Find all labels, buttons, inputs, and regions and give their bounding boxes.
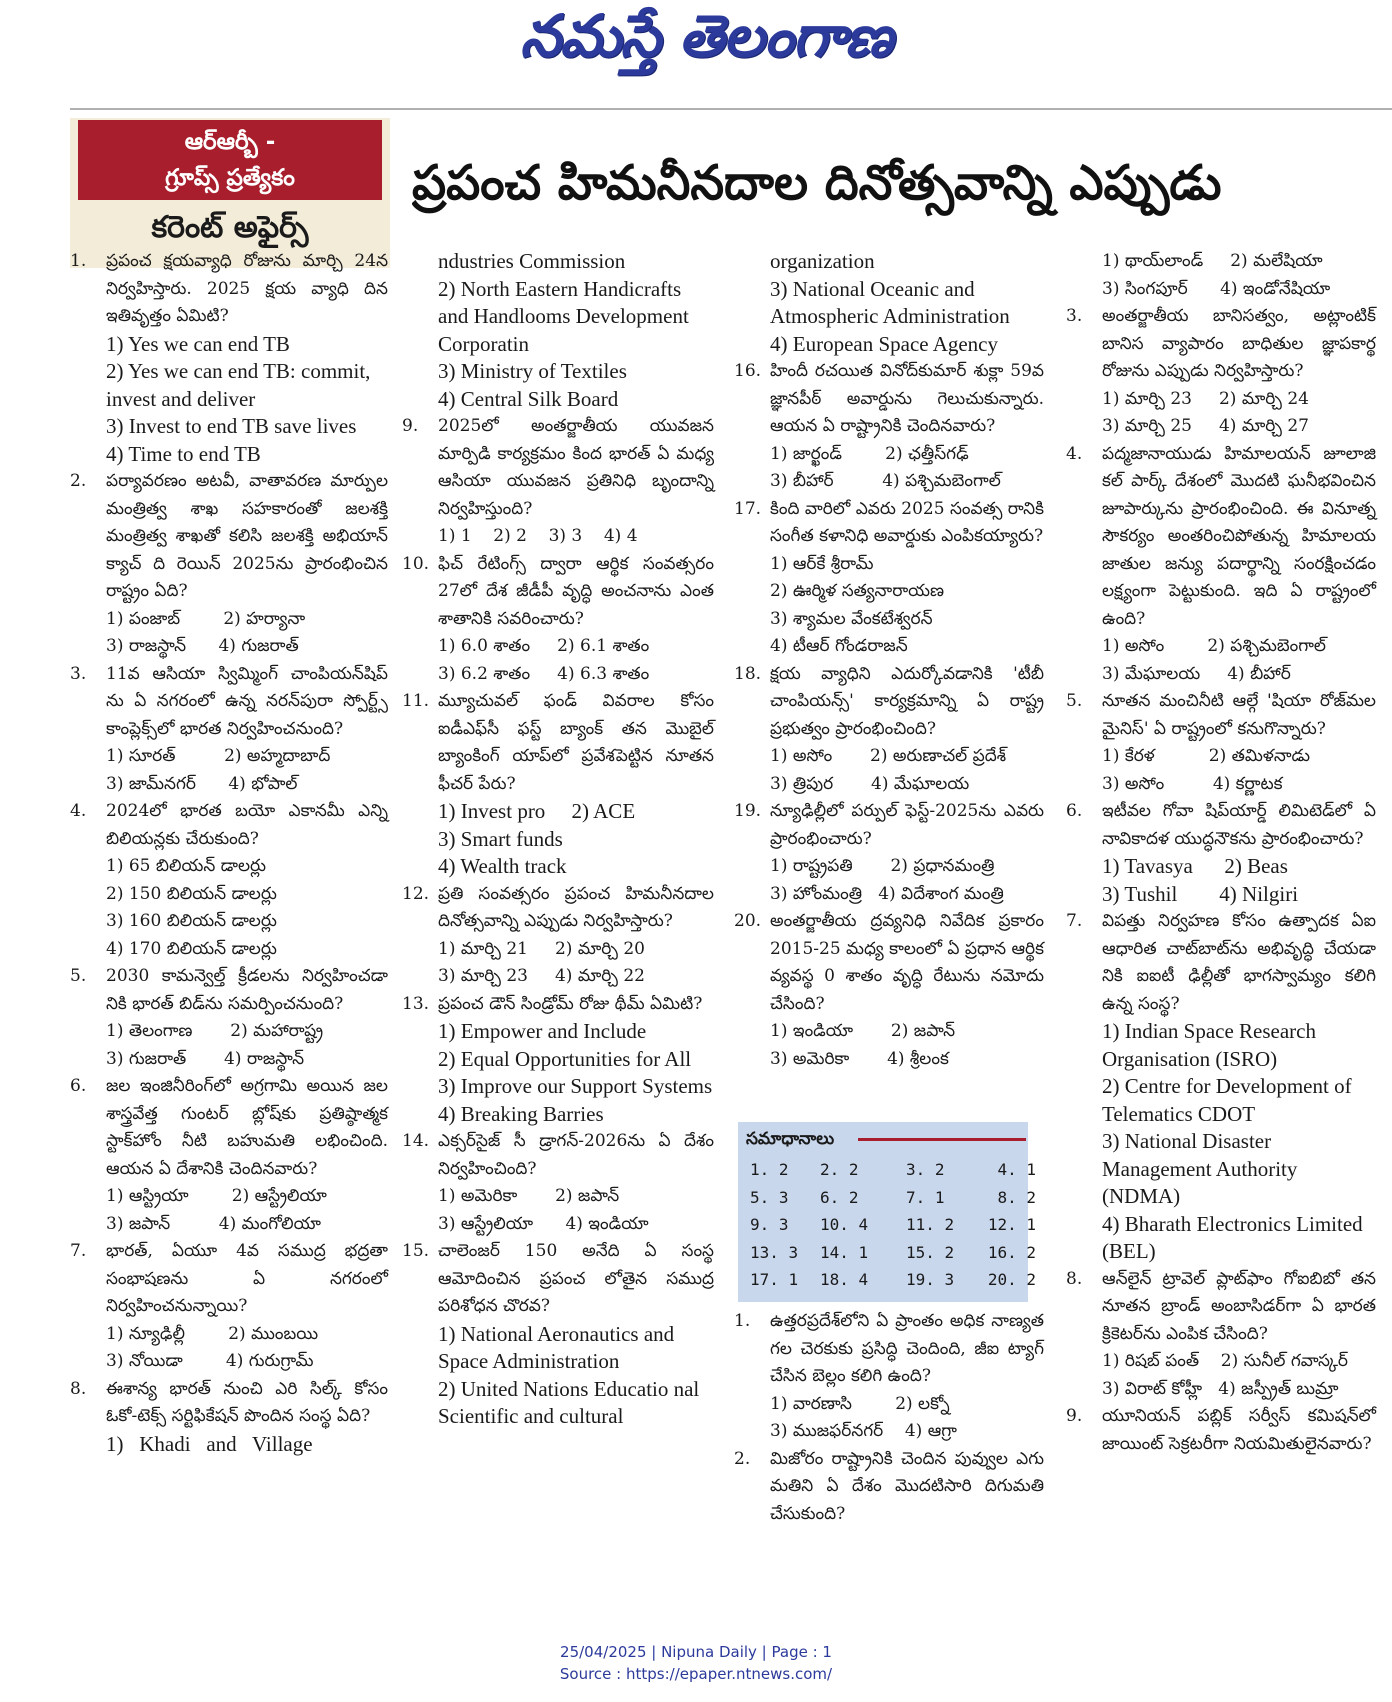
tag-line-2: గ్రూప్స్ ప్రత్యేకం [165,165,295,191]
tag-line-1: ఆర్ఆర్బీ - [184,129,276,155]
answer-option: 1) రాష్ట్రపతి 2) ప్రధానమంత్రి [770,856,995,876]
question [1066,441,1376,634]
answer-option: 3) Invest to end TB save lives [106,414,357,438]
option-continuation: 3) Ministry of Textiles [438,359,627,383]
question [70,1238,388,1321]
answer-option: 3) మార్చి 25 4) మార్చి 27 [1102,416,1309,436]
answers-title-rule [858,1138,1026,1141]
answer-option: 1) Empower and Include [438,1019,647,1043]
question-number: 8. [1066,1268,1083,1289]
question-number: 13. [402,993,430,1014]
newspaper-logo: నమస్తే తెలంగాణ [520,2,892,70]
question-text: ప్రపంచ డౌన్ సిండ్రోమ్ రోజు థీమ్ ఏమిటి? [438,993,703,1014]
section-title: కరెంట్ అఫైర్స్ [151,210,309,245]
answer-option: 3) 6.2 శాతం 4) 6.3 శాతం [438,663,650,684]
answer-option: 4) Breaking Barries [438,1101,604,1126]
answer-option: 3) విరాట్ కోహ్లీ 4) జస్ప్రీత్ బుమ్రా [1102,1378,1339,1399]
question-number: 17. [734,498,762,519]
headline: ప్రపంచ హిమనీనదాల దినోత్సవాన్ని ఎప్పుడు [412,155,1222,211]
answer-option: 1) సూరత్ 2) అహ్మదాబాద్ [106,746,331,766]
question-number: 6. [70,1076,87,1096]
question-text: ఆన్‌లైన్ ట్రావెల్ ప్లాట్‌ఫాం గోఐబిబో తన నూతన బ్రాండ్ అంబాసిడర్‌గా ఏ భారత క్రికెటర్‌ను ఎంపిక చేసింది? [1102,1268,1376,1344]
question-text: 2024లో భారత బయో ఎకానమీ ఎన్ని బిలియన్లకు చేరుకుంది? [106,801,388,849]
answer-option: 3) అమెరికా 4) శ్రీలంక [770,1048,949,1069]
answer-option: 3) నోయిడా 4) గురుగ్రామ్ [106,1351,314,1371]
column-1 [70,248,388,1458]
answer-option: 3) మేఘాలయ 4) బీహార్ [1102,663,1291,684]
question-number: 6. [1066,801,1083,821]
answer-option: 3) Smart funds [438,826,563,851]
question-number: 15. [402,1241,430,1261]
question-number: 18. [734,663,762,684]
question-text: ఈశాన్య భారత్ నుంచి ఎరి సిల్క్ కోసం ఓకో-టెక్స్ సర్టిఫికేషన్ పొందిన సంస్థ ఏది? [106,1378,388,1426]
answer-option: 3) సింగపూర్ 4) ఇండోనేషియా [1102,278,1331,299]
answer-key-item: 14. 1 [820,1242,869,1262]
question-number: 5. [1066,691,1083,711]
answer-option: 1) ఇండియా 2) జపాన్ [770,1021,956,1041]
answer-key-item: 2. 2 [820,1160,859,1179]
footer-date-line: 25/04/2025 | Nipuna Daily | Page : 1 [560,1643,832,1661]
question-number: 19. [734,801,762,821]
option-continuation: ndustries Commission [438,249,626,273]
question [402,413,714,523]
answer-key-item: 19. 3 [906,1270,955,1289]
question-number: 14. [402,1131,430,1151]
column-3-part-2 [734,1308,1044,1528]
answer-option: 1) Yes we can end TB [106,331,290,356]
question [734,1446,1044,1529]
answer-option: 1) Invest pro 2) ACE [438,799,636,823]
question [1066,688,1376,743]
answer-key-item: 17. 1 [750,1270,799,1289]
question-text: హిందీ రచయిత వినోద్‌కుమార్ శుక్లా 59వ జ్ఞానపీఠ్ అవార్డును గెలుచుకున్నారు. ఆయన ఏ రాష్ట్రానికి చెందినవారు? [770,361,1044,436]
answer-option: 3) బీహార్ 4) పశ్చిమబెంగాల్ [770,471,1001,491]
question-text: 11వ ఆసియా స్విమ్మింగ్ చాంపియన్‌షిప్ ను ఏ నగరంలో ఉన్న నరన్‌పురా స్పోర్ట్స్ కాంప్లెక్స్‌లో భారత నిర్వహించనుంది? [106,663,388,739]
question-text: ప్రతి సంవత్సరం ప్రపంచ హిమనీనదాల దినోత్సవాన్ని ఎప్పుడు నిర్వహిస్తారు? [438,883,714,931]
answer-key-item: 3. 2 [906,1160,945,1179]
answer-option: 3) Improve our Support Systems [438,1074,713,1098]
answer-option: 1) వారణాసి 2) లక్నో [770,1393,950,1414]
answer-key-item: 16. 2 [987,1242,1036,1262]
answer-option: 2) Yes we can end TB: commit, invest and deliver [106,359,376,411]
answer-option: 1) మార్చి 21 2) మార్చి 20 [438,938,645,959]
question-number: 7. [70,1241,87,1261]
question-text: 2030 కామన్వెల్త్ క్రీడలను నిర్వహించడా నికి భారత్ బిడ్‌ను సమర్పించనుంది? [106,966,388,1014]
answer-key-item: 8. 2 [997,1187,1036,1207]
answer-option: 2) ఊర్మిళ సత్యనారాయణ [770,581,945,601]
answer-key-item: 5. 3 [750,1187,789,1207]
question-number: 1. [734,1311,751,1331]
option-continuation: 4) European Space Agency [770,331,998,356]
footer-source-line: Source : https://epaper.ntnews.com/ [559,1665,833,1683]
question-number: 20. [734,911,762,931]
answer-option: 1) 1 2) 2 3) 3 4) 4 [438,526,638,546]
section-tag [70,118,390,268]
column-3 [734,248,1044,1073]
answer-option: 3) హోంమంత్రి 4) విదేశాంగ మంత్రి [770,883,1004,904]
question [1066,1266,1376,1349]
answer-option: 1) థాయ్‌లాండ్ 2) మలేషియా [1102,251,1323,271]
answer-option: 1) 65 బిలియన్ డాలర్లు [106,856,267,876]
question [70,798,388,853]
answer-option: 4) టీఆర్ గోండరాజన్ [770,636,908,656]
column-2 [402,248,714,1431]
option-continuation: 2) North Eastern Handicrafts and Handlooms Development Corporatin [438,276,695,356]
question-number: 10. [402,553,430,574]
question-text: మ్యూచువల్ ఫండ్ వివరాల కోసం ఐడీఎఫ్‌సీ ఫస్ట్ బ్యాంక్ తన మొబైల్ బ్యాంకింగ్ యాప్‌లో ప్రవేశపెట్టిన నూతన ఫీచర్ పేరు? [438,691,714,794]
option-continuation: 3) National Oceanic and Atmospheric Administration [770,276,1010,328]
answer-option: 2) Equal Opportunities for All [438,1046,692,1071]
answer-option: 1) అసోం 2) అరుణాచల్ ప్రదేశ్ [770,746,1007,766]
question-number: 1. [70,251,87,271]
question [402,1238,714,1321]
answer-option: 1) Khadi and Village [106,1431,313,1456]
answer-option: 1) అసోం 2) పశ్చిమబెంగాల్ [1102,636,1326,656]
answer-option: 1) Tavasya 2) Beas [1102,854,1288,878]
answers-box [738,1122,1036,1302]
answer-option: 1) జార్ఖండ్ 2) ఛత్తీస్‌గఢ్ [770,443,969,464]
question [734,908,1044,1018]
question-text: ఉత్తరప్రదేశ్‌లోని ఏ ప్రాంతం అధిక నాణ్యత గల చెరకుకు ప్రసిద్ధి చెందింది, జీఐ ట్యాగ్ చేసిన బెల్లం కలిగి ఉంది? [770,1311,1044,1386]
question [402,551,714,634]
question-text: మిజోరం రాష్ట్రానికి చెందిన పువ్వుల ఎగు మతిని ఏ దేశం మొదటిసారి దిగుమతి చేసుకుంది? [770,1448,1044,1524]
question [70,1376,388,1431]
question-number: 2. [734,1448,751,1469]
answer-option: 3) జామ్‌నగర్ 4) భోపాల్ [106,773,298,794]
masthead [0,0,1392,90]
question-text: పర్యావరణం అటవీ, వాతావరణ మార్పుల మంత్రిత్వ శాఖ సహకారంతో జలశక్తి మంత్రిత్వ శాఖతో కలిసి జలశక్తి అభియాన్ క్యాచ్ ది రెయిన్ 2025ను ప్రారంభించిన రాష్ట్రం ఏది? [106,471,388,601]
header-rule [70,108,1392,110]
question-number: 3. [70,663,87,684]
question [1066,1403,1376,1458]
question [402,688,714,798]
answer-option: 3) జపాన్ 4) మంగోలియా [106,1213,321,1234]
question-number: 8. [70,1378,87,1399]
question-text: పద్మజానాయుడు హిమాలయన్ జూలాజి కల్ పార్క్ దేశంలో మొదటి ఘనీభవించిన జూపార్కును ప్రారంభించింది. ఈ వినూత్న సౌకర్యం అంతరించిపోతున్న హిమాలయ జాతుల జన్యు పదార్థాన్ని సంరక్షించడం లక్ష్యంగా పెట్టుకుంది. ఇది ఏ రాష్ట్రంలో ఉంది? [1102,443,1376,629]
question [70,1073,388,1183]
answer-key-item: 1. 2 [750,1160,789,1179]
answer-key-item: 20. 2 [987,1270,1036,1289]
question-number: 2. [70,471,87,491]
answer-option: 4) Time to end TB [106,441,261,466]
answer-option: 3) 160 బిలియన్ డాలర్లు [106,911,277,931]
answer-option: 3) అసోం 4) కర్ణాటక [1102,773,1283,794]
question-number: 11. [402,691,430,711]
question-text: న్యూఢిల్లీలో పర్పుల్ ఫెస్ట్-2025ను ఎవరు ప్రారంభించారు? [770,801,1044,849]
question-text: కింది వారిలో ఎవరు 2025 సంవత్స రానికి సంగీత కళానిధి అవార్డుకు ఎంపికయ్యారు? [770,498,1044,546]
question-text: చాలెంజర్ 150 అనేది ఏ సంస్థ ఆమోదించిన ప్రపంచ లోతైన సముద్ర పరిశోధన చొరవ? [438,1241,714,1316]
section-tag-banner [78,120,382,200]
question-number: 12. [402,883,430,904]
answer-key-item: 7. 1 [906,1187,945,1207]
answer-option: 1) కేరళ 2) తమిళనాడు [1102,746,1310,766]
question-text: ప్రపంచ క్షయవ్యాధి రోజును మార్చి 24న నిర్వహిస్తారు. 2025 క్షయ వ్యాధి దిన ఇతివృత్తం ఏమిటి? [106,251,388,326]
question-number: 7. [1066,911,1083,931]
answer-option: 3) National Disaster Management Authority (NDMA) [1102,1129,1303,1208]
question [70,661,388,744]
question-number: 9. [1066,1406,1083,1426]
answers-grid [746,1156,1036,1294]
question-number: 4. [70,801,87,821]
answer-key-item: 15. 2 [906,1242,955,1262]
question [402,1128,714,1183]
answer-option: 3) Tushil 4) Nilgiri [1102,881,1299,906]
question-text: ఫిచ్ రేటింగ్స్ ద్వారా ఆర్థిక సంవత్సరం 27లో దేశ జీడీపీ వృద్ధి అంచనాను ఎంత శాతానికి సవరించారు? [438,553,714,629]
question-text: అంతర్జాతీయ ద్రవ్యనిధి నివేదిక ప్రకారం 2015-25 మధ్య కాలంలో ఏ ప్రధాన ఆర్థిక వ్యవస్థ 0 శాతం వృద్ధి రేటును నమోదు చేసింది? [770,911,1044,1014]
answer-option: 2) 150 బిలియన్ డాలర్లు [106,883,277,904]
answer-option: 3) రాజస్థాన్ 4) గుజరాత్ [106,636,299,656]
answer-key-item: 13. 3 [750,1242,799,1262]
answer-option: 1) తెలంగాణ 2) మహారాష్ట్ర [106,1021,324,1041]
answer-option: 1) 6.0 శాతం 2) 6.1 శాతం [438,636,650,656]
question [402,991,714,1019]
answer-option: 1) Indian Space Research Organisation (ISRO) [1102,1019,1322,1071]
question-number: 16. [734,361,762,381]
answer-option: 1) ఆస్ట్రియా 2) ఆస్ట్రేలియా [106,1186,327,1206]
answer-option: 2) Centre for Development of Telematics CDOT [1102,1074,1357,1126]
question-text: ఎక్సర్‌సైజ్ సీ డ్రాగన్-2026ను ఏ దేశం నిర్వహించింది? [438,1131,714,1179]
answer-option: 3) గుజరాత్ 4) రాజస్థాన్ [106,1048,305,1069]
question [734,661,1044,744]
question [734,798,1044,853]
question-text: యూనియన్ పబ్లిక్ సర్వీస్ కమిషన్‌లో జాయింట్ సెక్రటరీగా నియమితులైనవారు? [1102,1406,1376,1454]
question-text: నూతన మంచినీటి ఆల్గే 'షియా రోజ్‌మల మైనిస్' ఏ రాష్ట్రంలో కనుగొన్నారు? [1102,691,1376,739]
option-continuation: 4) Central Silk Board [438,386,619,411]
answer-key-item: 18. 4 [820,1270,869,1289]
question-text: 2025లో అంతర్జాతీయ యువజన మార్పిడి కార్యక్రమం కింద భారత్ ఏ మధ్య ఆసియా యువజన ప్రతినిధి బృందాన్ని నిర్వహిస్తుంది? [438,416,714,519]
answer-option: 4) 170 బిలియన్ డాలర్లు [106,938,277,959]
question-text: క్షయ వ్యాధిని ఎదుర్కోవడానికి 'టీబీ చాంపియన్స్' కార్యక్రమాన్ని ఏ రాష్ట్ర ప్రభుత్వం ప్రారంభించింది? [770,663,1044,739]
option-continuation: organization [770,249,875,273]
answer-key-item: 10. 4 [820,1215,869,1234]
answer-key-item: 11. 2 [906,1215,955,1234]
answer-option: 3) శ్యామల వేంకటేశ్వరన్ [770,608,933,629]
question [70,468,388,606]
answer-option: 1) న్యూఢిల్లీ 2) ముంబయి [106,1323,319,1344]
answer-option: 1) ఆర్‌కే శ్రీరామ్ [770,553,874,574]
answer-option: 1) మార్చి 23 2) మార్చి 24 [1102,388,1309,409]
question [1066,303,1376,386]
question-number: 5. [70,966,87,986]
question-text: విపత్తు నిర్వహణ కోసం ఉత్పాదక ఏఐ ఆధారిత చాట్‌బాట్‌ను అభివృద్ధి చేయడా నికి ఐఐటీ ఢిల్లీతో భాగస్వామ్యం కలిగి ఉన్న సంస్థ? [1102,911,1376,1014]
answer-key-item: 4. 1 [997,1160,1036,1179]
answer-option: 3) ముజఫర్‌నగర్ 4) ఆగ్రా [770,1421,957,1441]
answer-option: 3) ఆస్ట్రేలియా 4) ఇండియా [438,1213,649,1234]
answer-option: 2) United Nations Educatio nal Scientific and cultural [438,1376,705,1428]
question-text: అంతర్జాతీయ బానిసత్వం, అట్లాంటిక్ బానిస వ్యాపారం బాధితుల జ్ఞాపకార్థ రోజును ఎప్పుడు నిర్వహిస్తారు? [1102,306,1376,381]
footer [0,1641,1392,1685]
answer-key-item: 6. 2 [820,1187,859,1207]
answer-option: 1) అమెరికా 2) జపాన్ [438,1186,620,1206]
answer-option: 3) త్రిపుర 4) మేఘాలయ [770,773,970,794]
question [402,881,714,936]
answer-option: 1) రిషబ్ పంత్ 2) సునీల్ గవాస్కర్ [1102,1351,1348,1371]
answer-option: 1) National Aeronautics and Space Administration [438,1321,680,1373]
answer-option: 4) Bharath Electronics Limited (BEL) [1102,1211,1368,1263]
question-text: ఇటీవల గోవా షిప్‌యార్డ్ లిమిటెడ్‌లో ఏ నావికాదళ యుద్ధనౌకను ప్రారంభించారు? [1102,801,1376,849]
question-text: భారత్, ఏయూ 4వ సముద్ర భద్రతా సంభాషణను ఏ నగరంలో నిర్వహించనున్నాయి? [106,1241,388,1316]
answers-title: సమాధానాలు [746,1129,835,1149]
question [70,963,388,1018]
question [734,358,1044,441]
answer-key-item: 12. 1 [987,1215,1036,1234]
question [734,496,1044,551]
column-4 [1066,248,1376,1458]
answer-option: 4) Wealth track [438,854,567,878]
question [734,1308,1044,1391]
answer-option: 3) మార్చి 23 4) మార్చి 22 [438,966,645,986]
question [1066,908,1376,1018]
answer-option: 1) పంజాబ్ 2) హర్యానా [106,608,306,629]
answer-key-item: 9. 3 [750,1215,789,1234]
question [70,248,388,331]
question-number: 3. [1066,306,1083,326]
question-number: 9. [402,416,419,436]
question [1066,798,1376,853]
question-number: 4. [1066,443,1083,464]
question-text: జల ఇంజినీరింగ్‌లో అగ్రగామి అయిన జల శాస్త్రవేత్త గుంటర్ బ్లోష్‌కు ప్రతిష్ఠాత్మక స్టాక్‌హోం నీటి బహుమతి లభించింది. ఆయన ఏ దేశానికి చెందినవారు? [106,1076,388,1179]
